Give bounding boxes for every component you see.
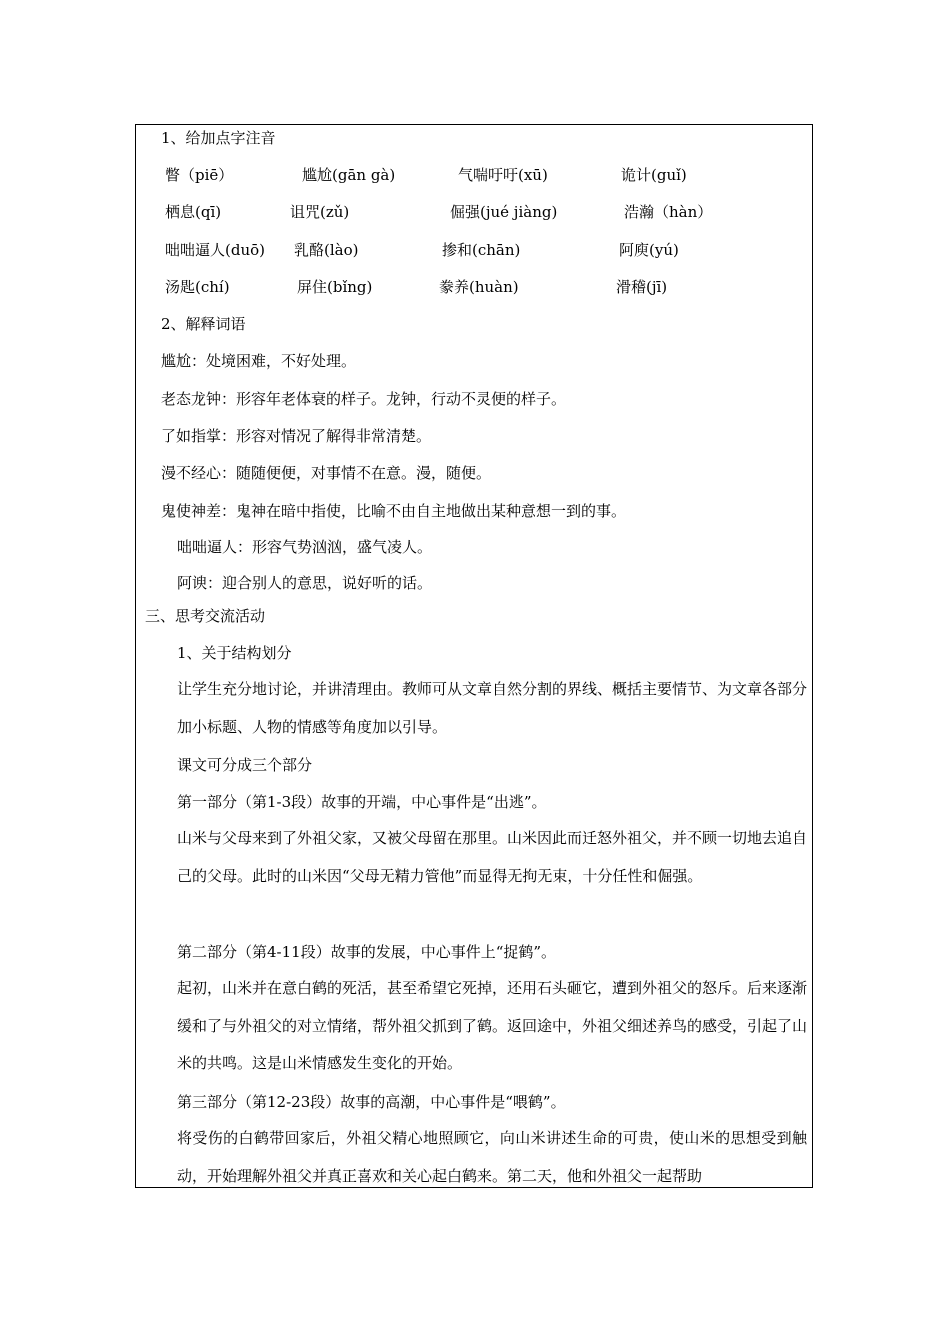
pinyin-item: 掺和(chān) xyxy=(442,241,521,259)
definition-item: 老态龙钟：形容年老体衰的样子。龙钟，行动不灵便的样子。 xyxy=(161,390,567,408)
pinyin-item: 滑稽(jī) xyxy=(616,278,668,296)
part1-title: 第一部分（第1-3段）故事的开端，中心事件是“出逃”。 xyxy=(177,793,547,811)
definition-item: 鬼使神差：鬼神在暗中指使，比喻不由自主地做出某种意想一到的事。 xyxy=(161,502,627,520)
pinyin-item: 汤匙(chí) xyxy=(165,278,230,296)
part2-body: 起初，山米并在意白鹤的死活，甚至希望它死掉，还用石头砸它，遭到外祖父的怒斥。后来逐渐缓和了与外祖父的对立情绪，帮外祖父抓到了鹤。返回途中，外祖父细述养鸟的感受，引起了山米的共鸣。这是山米情感发生变化的开始。 xyxy=(177,979,808,1072)
definition-item: 漫不经心：随随便便，对事情不在意。漫，随便。 xyxy=(161,464,492,482)
pinyin-item: 尴尬(gān gà) xyxy=(302,166,396,184)
part2-title: 第二部分（第4-11段）故事的发展，中心事件上“捉鹤”。 xyxy=(177,943,557,961)
definition-item: 阿谀：迎合别人的意思，说好听的话。 xyxy=(177,574,433,592)
definition-item: 尴尬：处境困难，不好处理。 xyxy=(161,352,357,370)
definition-item: 咄咄逼人：形容气势汹汹，盛气凌人。 xyxy=(177,538,433,556)
pinyin-item: 栖息(qī) xyxy=(165,203,222,221)
pinyin-item: 诡计(guǐ) xyxy=(621,166,687,184)
subsection-heading: 1、关于结构划分 xyxy=(177,644,292,662)
section3-heading: 三、思考交流活动 xyxy=(145,607,266,625)
pinyin-item: 倔强(jué jiàng) xyxy=(450,203,558,221)
intro-paragraph: 让学生充分地讨论，并讲清理由。教师可从文章自然分割的界线、概括主要情节、为文章各部分加小标题、人物的情感等角度加以引导。 xyxy=(177,680,808,736)
pinyin-item: 气喘吁吁(xū) xyxy=(458,166,548,184)
part3-title: 第三部分（第12-23段）故事的高潮，中心事件是“喂鹤”。 xyxy=(177,1093,566,1111)
parts-intro: 课文可分成三个部分 xyxy=(177,756,313,774)
section1-heading: 1、给加点字注音 xyxy=(161,129,276,147)
pinyin-item: 诅咒(zǔ) xyxy=(290,203,350,221)
definition-item: 了如指掌：形容对情况了解得非常清楚。 xyxy=(161,427,432,445)
section2-heading: 2、解释词语 xyxy=(161,315,246,333)
pinyin-item: 乳酪(lào) xyxy=(294,241,359,259)
part3-body: 将受伤的白鹤带回家后，外祖父精心地照顾它，向山米讲述生命的可贵，使山米的思想受到触动，开始理解外祖父并真正喜欢和关心起白鹤来。第二天，他和外祖父一起帮助 xyxy=(177,1129,807,1185)
pinyin-item: 阿庾(yú) xyxy=(619,241,679,259)
pinyin-item: 浩瀚（hàn） xyxy=(624,203,713,221)
pinyin-item: 瞥（piē） xyxy=(165,166,234,184)
pinyin-item: 咄咄逼人(duō) xyxy=(165,241,265,259)
pinyin-item: 屏住(bǐng) xyxy=(297,278,373,296)
part1-body: 山米与父母来到了外祖父家，又被父母留在那里。山米因此而迁怒外祖父，并不顾一切地去追自己的父母。此时的山米因“父母无精力管他”而显得无拘无束，十分任性和倔强。 xyxy=(177,829,808,885)
pinyin-item: 豢养(huàn) xyxy=(439,278,519,296)
